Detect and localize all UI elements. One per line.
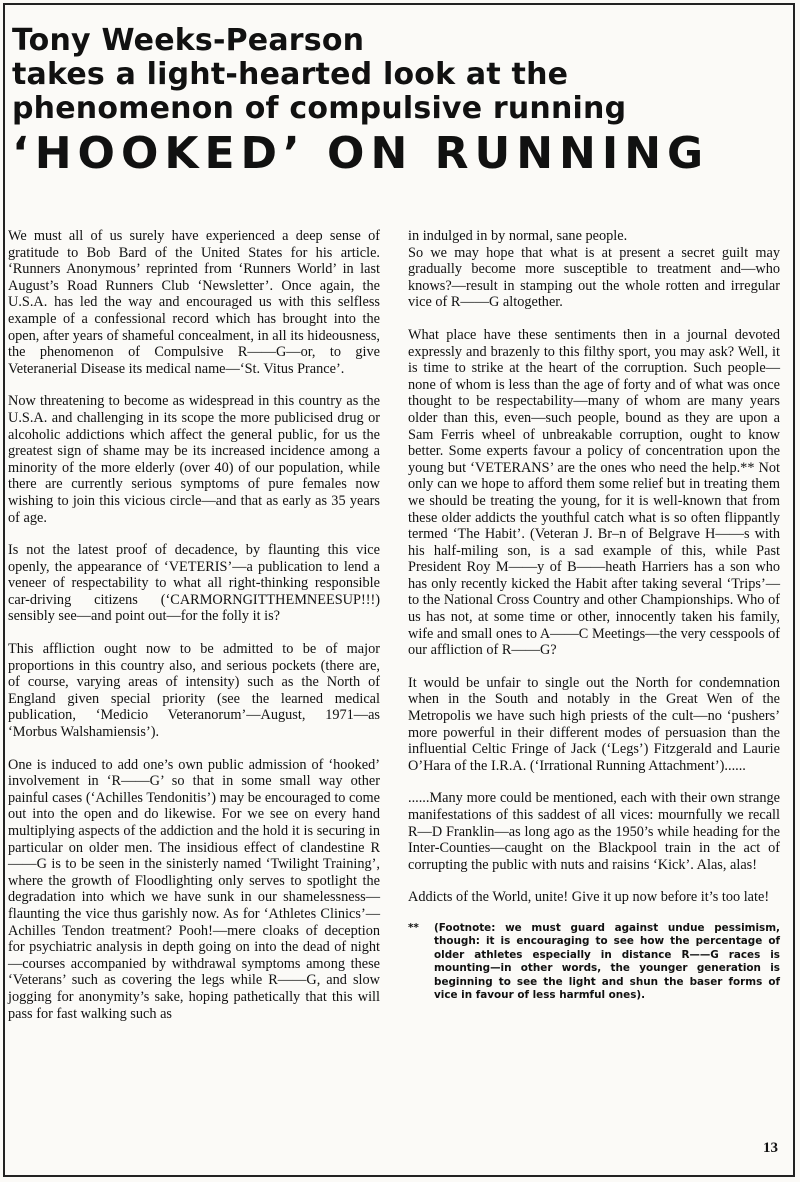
paragraph: This affliction ought now to be admitted to be of major proportions in this country also, and serious pockets (there are, of course, varying areas of intensity) such as the North of England given special priority (see the learned medical publication, ‘Medicio Veteranorum’—August, 1971—as ‘Morbus Walshamiensis’). — [8, 641, 380, 741]
paragraph: ......Many more could be mentioned, each with their own strange manifestations of this saddest of all vices: mournfully we recall R—D Franklin—as long ago as the 1950’s while heading for the Inter-Counties—caught on the Blackpool train in the act of corrupting the public with nuts and raisins ‘Kick’. Alas, alas! — [408, 790, 780, 873]
paragraph: What place have these sentiments then in a journal devoted expressly and brazenly to this filthy sport, you may ask? Well, it is time to strike at the heart of the corruption. Such people—none of whom is less than the age of forty and of what was once thought to be respectability—many of whom are many years older than this, even—such people, bound as they are upon a Sam Ferris wheel of unbreakable corruption, ought to know better. Some experts favour a policy of concentration upon the young but ‘VETERANS’ are the ones who need the help.** Not only can we hope to afford them some relief but in treating them we should be treating the young, for it is well-known that from these older addicts the youthful catch what is so often flippantly termed ‘The Habit’. (Veteran J. Br–n of Belgrave H——s with his half-miling son, is a sad example of this, while Past President Roy M——y of B——heath Harriers has a son who has only recently kicked the Habit after taking several ‘Trips’—to the National Cross Country and other Championships. Who of us has not, at some time or other, innocently taken his family, wife and small ones to A——C Meetings—the very cesspools of our affliction of R——G? — [408, 326, 780, 659]
paragraph: Now threatening to become as widespread in this country as the U.S.A. and challenging in its scope the more publicised drug or alcoholic addictions which affect the general public, for us the greatest sign of shame may be its increased incidence among a minority of the more elderly (over 40) of our population, while there are currently serious symptoms of pure females now wishing to join this vicious circle—and that as early as 35 years of age. — [8, 393, 380, 526]
left-column — [8, 228, 380, 1038]
page-number: 13 — [763, 1140, 778, 1156]
article-title: ‘HOOKED’ ON RUNNING — [12, 128, 710, 179]
footnote-text: (Footnote: we must guard against undue pessimism, though: it is encouraging to see how the percentage of older athletes especially in distance R——G races is mounting—in other words, the younger generation is beginning to see the light and shun the baser forms of vice in favour of less harmful ones). — [434, 921, 780, 1001]
paragraph: Addicts of the World, unite! Give it up now before it’s too late! — [408, 889, 770, 906]
paragraph: So we may hope that what is at present a secret guilt may gradually become more susceptible to treatment and—who knows?—result in stamping out the whole rotten and irregular vice of R——G altogether. — [408, 244, 780, 311]
subtitle-line-1: takes a light-hearted look at the — [12, 57, 569, 92]
footnote — [408, 922, 780, 1002]
right-column — [408, 228, 780, 1002]
paragraph: One is induced to add one’s own public admission of ‘hooked’ involvement in ‘R——G’ so that in some small way other painful cases (‘Achilles Tendonitis’) may be encouraged to come out into the open and do likewise. For we see on every hand multiplying aspects of the addiction and the hold it is securing in particular on older men. The insidious effect of clandestine R——G is to be seen in the sinisterly named ‘Twilight Training’, where the growth of Floodlighting only serves to spotlight the degradation into which we have sunk in our shamelessness—flaunting the vice thus garishly now. As for ‘Athletes Clinics’—Achilles Tendon treatment? Pooh!—mere cloaks of deception for psychiatric analysis in depth going on into the dead of night—courses accompanied by withdrawal symptoms among these ‘Veterans’ such as covering the legs while R——G, and slow jogging for anonymity’s sake, hoping pathetically that this will pass for fast walking such as — [8, 756, 380, 1022]
author-line: Tony Weeks-Pearson — [12, 23, 365, 58]
footnote-mark: ** — [408, 921, 419, 934]
paragraph: in indulged in by normal, sane people. — [408, 228, 628, 244]
paragraph: It would be unfair to single out the North for condemnation when in the South and notably in the Great Wen of the Metropolis we have such high priests of the cult—no ‘pushers’ more powerful in their different modes of persuasion than the influential Celtic Fringe of Jack (‘Legs’) Fitzgerald and Laurie O’Hara of the I.R.A. (‘Irrational Running Attachment’)...... — [408, 674, 780, 774]
article-header — [12, 24, 792, 178]
subtitle-line-2: phenomenon of compulsive running — [12, 91, 627, 126]
paragraph: Is not the latest proof of decadence, by flaunting this vice openly, the appearance of ‘VETERIS’—a publication to lend a veneer of respectability to what all right-thinking responsible car-driving citizens (‘CARMORNGITTHEMNEESUP!!!) sensibly see—and point out—for the folly it is? — [8, 542, 380, 625]
paragraph: We must all of us surely have experienced a deep sense of gratitude to Bob Bard of the United States for his article. ‘Runners Anonymous’ reprinted from ‘Runners World’ in last August’s Road Runners Club ‘Newsletter’. Once again, the U.S.A. has led the way and encouraged us with this selfless example of a confessional record which has brought into the open, after years of shameful concealment, in all its hideousness, the phenomenon of Compulsive R——G—or, to give Veteranerial Disease its medical name—‘St. Vitus Prance’. — [8, 228, 380, 377]
